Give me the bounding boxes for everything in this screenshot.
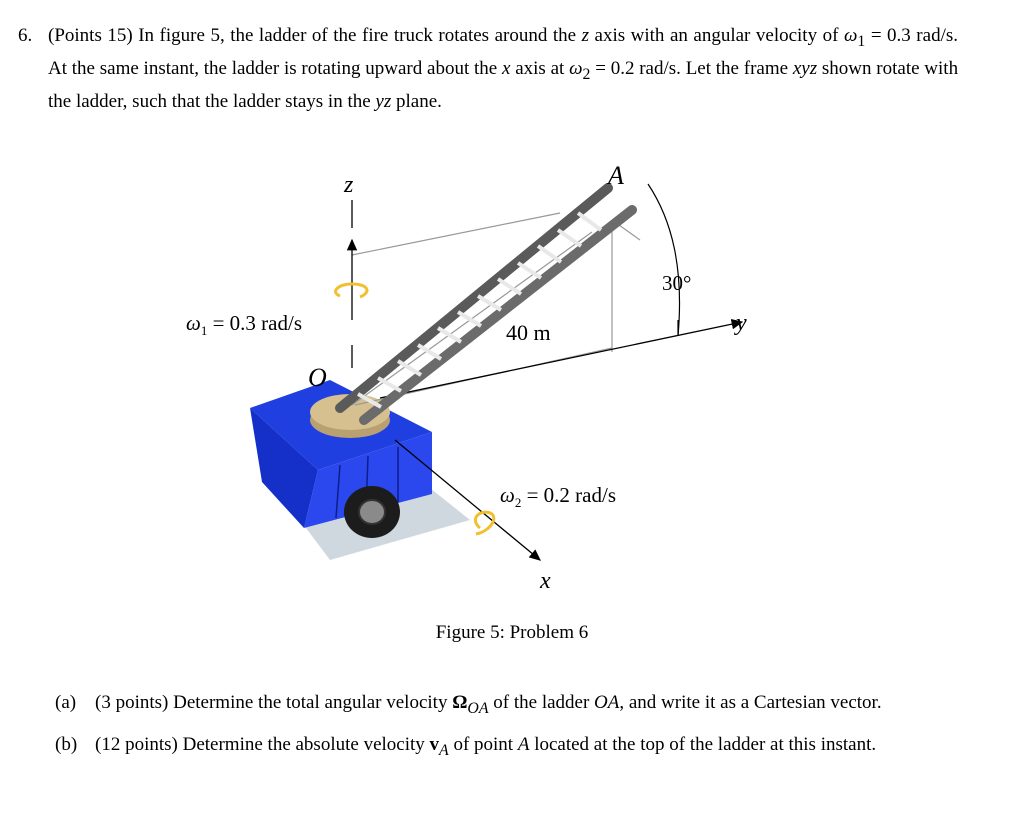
- label-angle: 30°: [662, 271, 692, 295]
- part-a: (a) (3 points) Determine the total angular velocity $\Omega_{OA}$ of the ladder OA, and write it as a Cartesian vector.: [55, 692, 882, 717]
- problem-statement: [18, 22, 958, 115]
- problem-number: 6.: [18, 25, 33, 46]
- problem-body: (Points 15) In figure 5, the ladder of the fire truck rotates around the z axis with an angular velocity of $\omega_1 = 0.3$ rad/s. At the same instant, the ladder is rotating upward about the x axis at $\omega_2 = 0.2$ rad/s. Let the frame xyz shown rotate with the ladder, such that the ladder stays in the yz plane.: [48, 25, 959, 112]
- ladder: [340, 188, 632, 420]
- label-z: z: [344, 172, 354, 198]
- omega1-rotation-arrow: [336, 284, 367, 297]
- problem-parts: [55, 690, 955, 774]
- figure-caption: Figure 5: Problem 6: [435, 622, 589, 643]
- label-x: x: [540, 568, 551, 594]
- label-length: 40 m: [506, 320, 551, 345]
- wheel-hub: [359, 500, 385, 524]
- part-b: (b) (12 points) Determine the absolute velocity $v_A$ of point A located at the top of the ladder at this instant.: [55, 733, 877, 759]
- label-O: O: [308, 363, 327, 392]
- label-omega1: $\omega_1 = 0.3$ rad/s: [186, 311, 302, 338]
- fire-truck-ladder-figure: [0, 150, 1024, 670]
- label-omega2: $\omega_2 = 0.2$ rad/s: [500, 483, 616, 510]
- label-A: A: [608, 161, 624, 190]
- label-y: y: [736, 310, 747, 336]
- omega2-rotation-arrow: [475, 512, 493, 534]
- angle-arc: [648, 184, 680, 336]
